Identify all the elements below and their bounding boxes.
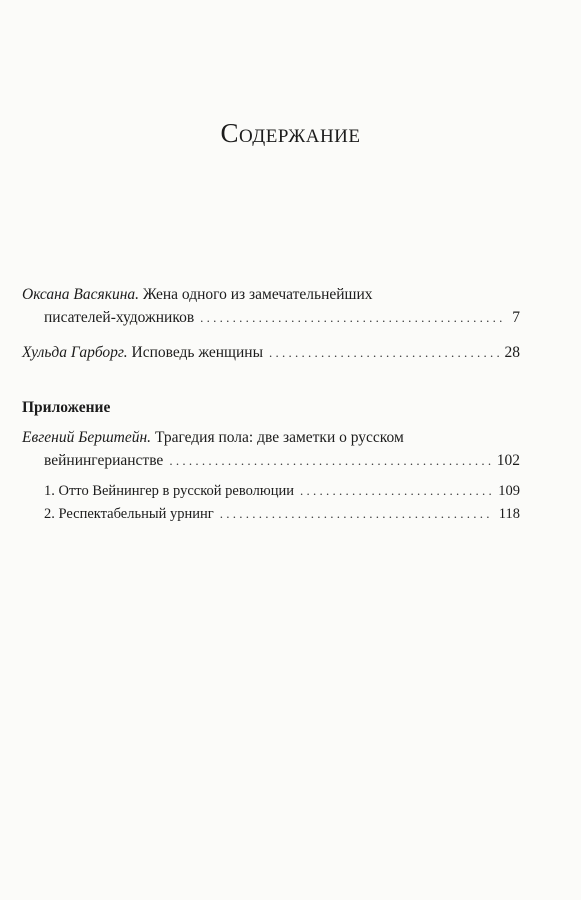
toc-page-number: 102 <box>496 452 520 469</box>
appendix-heading: Приложение <box>22 399 111 416</box>
leader-dots <box>200 306 506 329</box>
leader-dots <box>269 341 499 364</box>
toc-entry-bershtein[interactable] <box>22 426 520 472</box>
toc-entry-author: Хульда Гарборг. <box>22 344 128 361</box>
leader-dots <box>300 479 492 502</box>
toc-subentry-1[interactable] <box>22 479 520 503</box>
toc-subentry-2[interactable] <box>22 502 520 526</box>
toc-page-number: 118 <box>498 506 520 522</box>
toc-page-number: 28 <box>504 344 520 361</box>
leader-dots <box>169 449 490 472</box>
leader-dots <box>220 502 493 525</box>
toc-entry-title: Жена одного из замечательнейших <box>142 286 373 303</box>
toc-entry-line <box>22 479 520 503</box>
toc-entry-line <box>22 449 520 472</box>
toc-entry-author: Евгений Берштейн. <box>22 429 152 446</box>
toc-page-number: 7 <box>512 309 520 326</box>
toc-page-number: 109 <box>498 483 520 499</box>
toc-entry-title: Исповедь женщины <box>131 344 263 361</box>
toc-entry-line <box>22 306 520 329</box>
toc-entry-title: Трагедия пола: две заметки о русском <box>154 429 404 446</box>
toc-entry-line <box>22 341 520 364</box>
toc-subentry-label: 2. Респектабельный урнинг <box>44 506 214 522</box>
toc-entry-line <box>22 426 520 449</box>
page-title: Содержание <box>220 118 361 148</box>
toc-entry-title-cont: вейнингерианстве <box>44 452 164 469</box>
toc-entry-line <box>22 283 520 306</box>
toc-entry-garborg[interactable] <box>22 341 520 364</box>
toc-subentry-label: 1. Отто Вейнингер в русской революции <box>44 483 294 499</box>
toc-entry-line <box>22 502 520 526</box>
toc-entry-title-cont: писателей-художников <box>44 309 195 326</box>
toc-entry-vasyakina[interactable] <box>22 283 520 329</box>
toc-entry-author: Оксана Васякина. <box>22 286 140 303</box>
